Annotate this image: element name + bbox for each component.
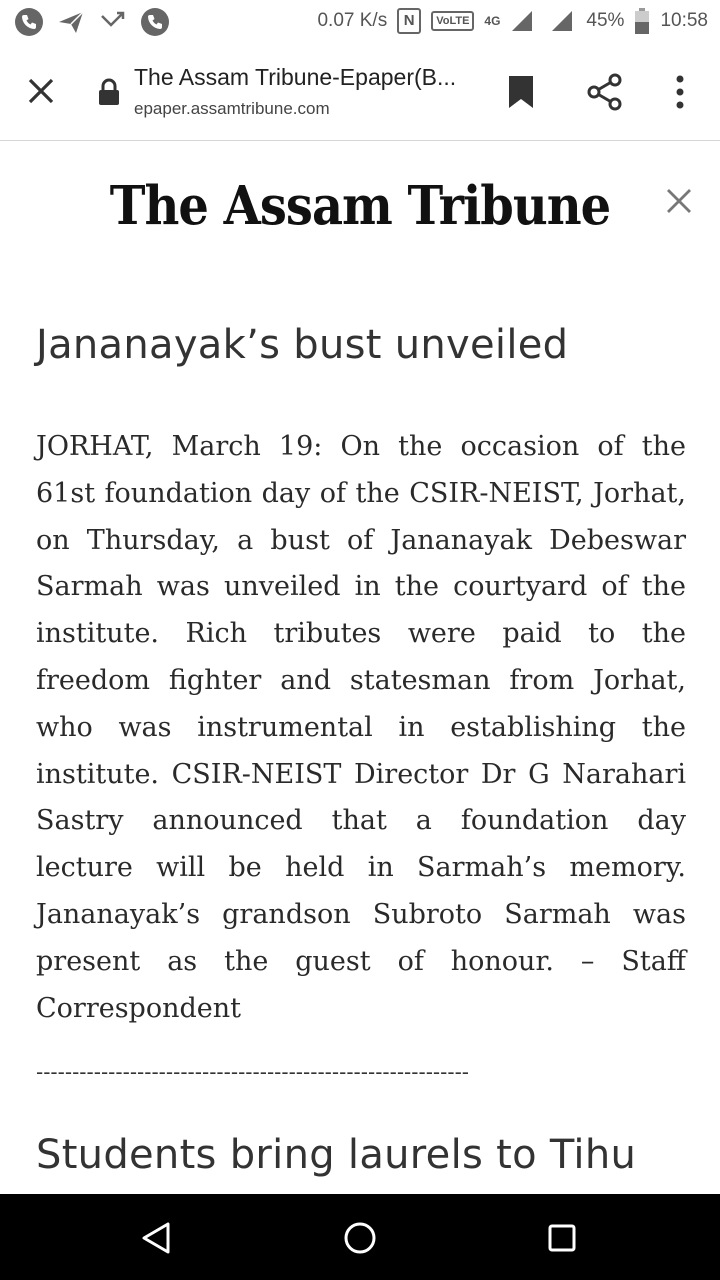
send-icon — [56, 7, 86, 37]
home-icon[interactable] — [340, 1218, 380, 1258]
lock-icon — [98, 78, 120, 106]
recents-icon[interactable] — [542, 1218, 582, 1258]
close-icon[interactable] — [24, 74, 58, 108]
clock: 10:58 — [660, 10, 708, 31]
share-icon[interactable] — [585, 72, 625, 112]
navigation-bar — [0, 1194, 720, 1280]
page-url[interactable]: epaper.assamtribune.com — [134, 99, 330, 118]
volte-badge: VoLTE — [431, 11, 474, 31]
browser-toolbar — [0, 44, 720, 141]
page-title[interactable]: The Assam Tribune-Epaper(B... — [134, 64, 457, 90]
missed-call-icon — [98, 7, 128, 37]
next-article-headline[interactable]: Students bring laurels to Tihu — [36, 1132, 637, 1178]
masthead-logo: The Assam Tribune — [109, 174, 611, 238]
article-body: JORHAT, March 19: On the occasion of the 61st foundation day of the CSIR-NEIST, Jorhat, on Thursday, a bust of Jananayak Debeswar Sarmah was unveiled in the courtyard of the institute. Rich tributes were paid to the freedom fighter and statesman from Jorhat, who was instrumental in establishing the institute. CSIR-NEIST Director Dr G Narahari Sastry announced that a foundation day lecture will be held in Sarmah’s memory. Jananayak’s grandson Subroto Sarmah was present as the guest of honour. – Staff Correspondent — [36, 431, 686, 1024]
system-indicators — [317, 8, 708, 34]
status-bar — [0, 0, 720, 44]
network-speed: 0.07 K/s — [317, 10, 388, 31]
bookmark-icon[interactable] — [506, 74, 536, 110]
phone-icon — [14, 7, 44, 37]
close-article-icon[interactable] — [662, 184, 696, 218]
back-icon[interactable] — [138, 1218, 178, 1258]
whatsapp-icon — [140, 7, 170, 37]
more-vert-icon[interactable] — [668, 72, 692, 112]
signal-icon — [510, 9, 540, 33]
article-headline: Jananayak’s bust unveiled — [36, 322, 569, 368]
battery-percent: 45% — [586, 10, 625, 31]
network-type: 4G — [484, 14, 501, 28]
battery-icon — [634, 8, 650, 34]
nfc-icon: N — [397, 8, 421, 34]
signal-icon — [550, 9, 576, 33]
section-divider: ------------------------------------------------------------ — [36, 1060, 470, 1084]
notification-icons — [14, 7, 170, 37]
